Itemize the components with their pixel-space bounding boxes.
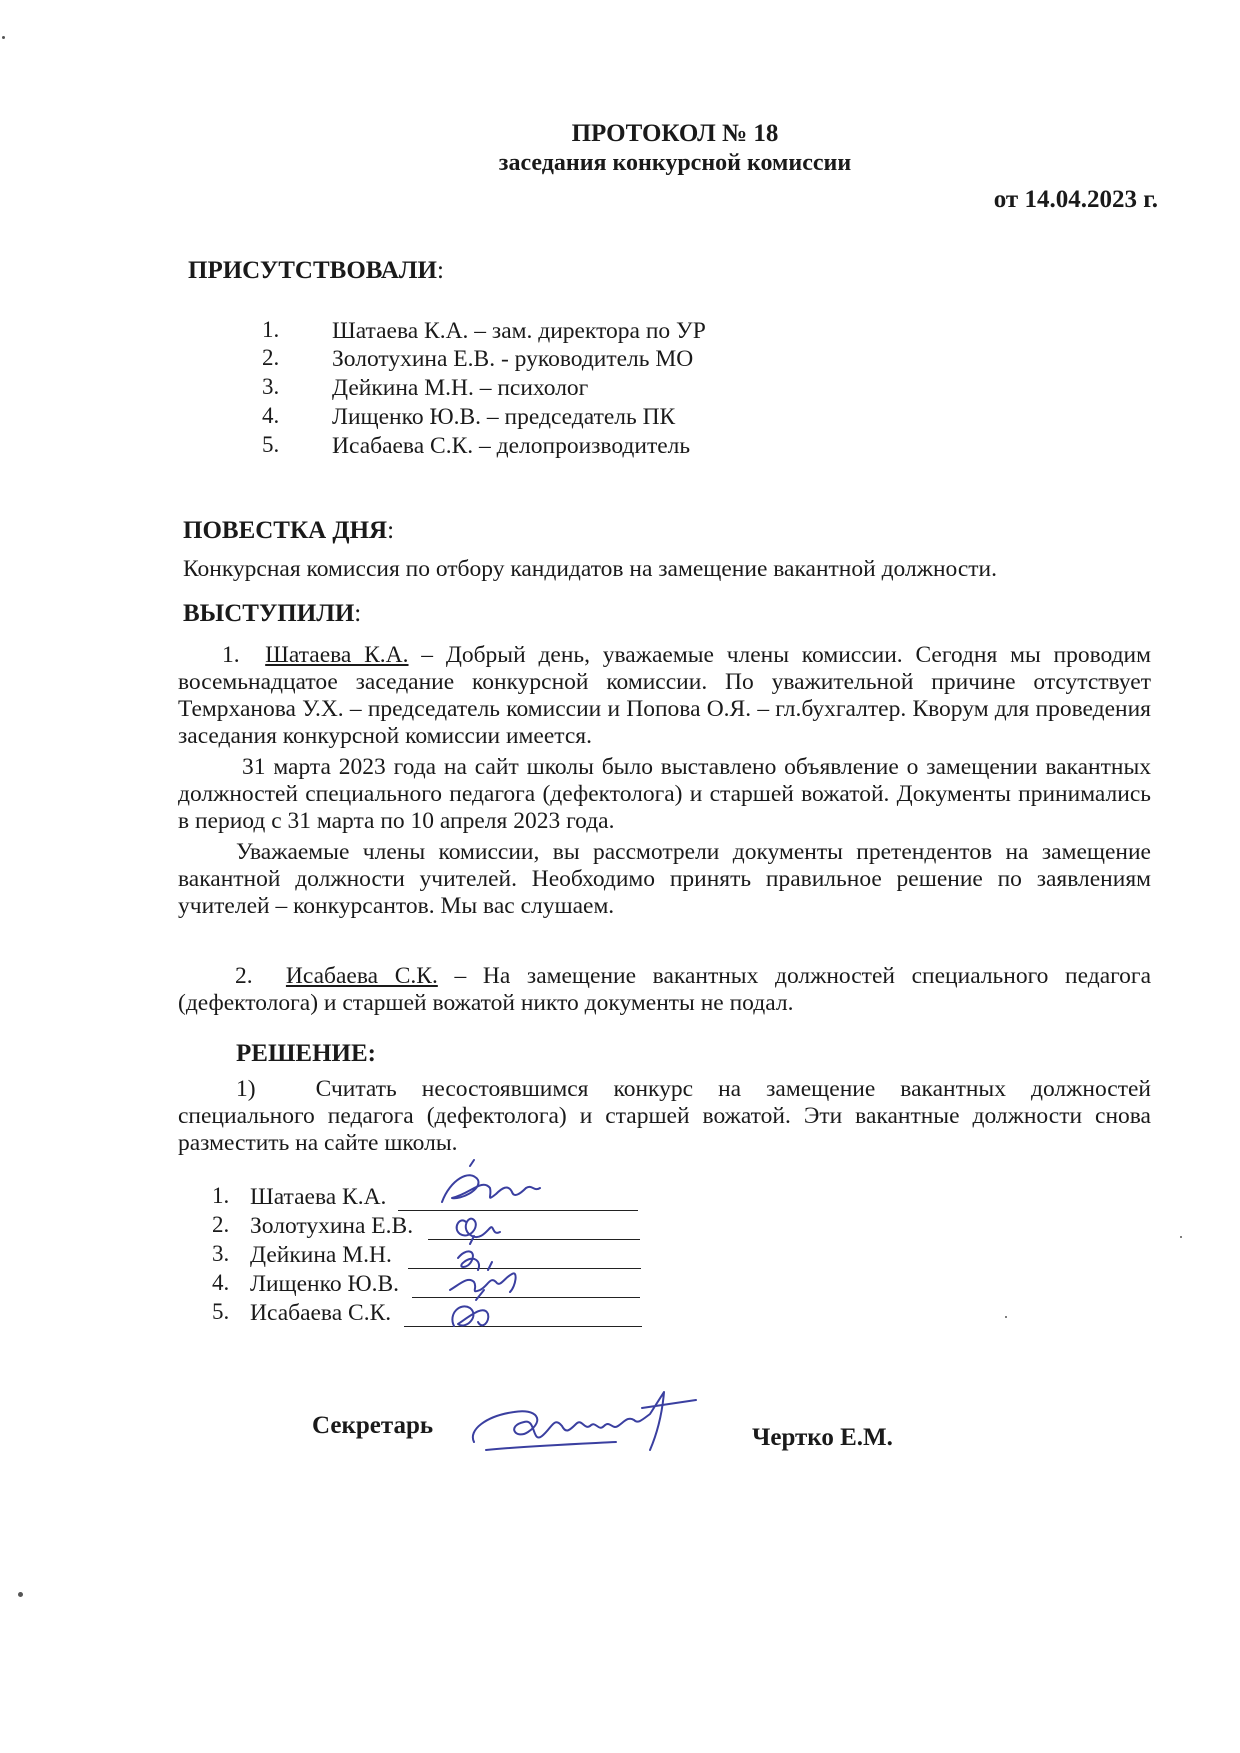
secretary-name: Чертко Е.М.	[752, 1424, 893, 1451]
present-heading-text: ПРИСУТСТВОВАЛИ	[188, 257, 437, 284]
speaker-2-paragraph	[178, 963, 1151, 1017]
scan-speck	[18, 1592, 23, 1597]
present-item-number: 4.	[262, 403, 280, 428]
speaker-2-number: 2.	[235, 963, 253, 989]
scan-speck	[1180, 1236, 1182, 1238]
signature-number: 4.	[212, 1270, 230, 1295]
present-heading: ПРИСУТСТВОВАЛИ:	[188, 257, 444, 284]
document-subtitle: заседания конкурсной комиссии	[498, 150, 852, 176]
signature-number: 2.	[212, 1212, 230, 1237]
document-title: ПРОТОКОЛ № 18	[571, 120, 779, 147]
decision-block	[178, 1076, 1151, 1157]
decision-heading: РЕШЕНИЕ:	[236, 1040, 376, 1067]
speaker-1-paragraph	[178, 642, 1151, 750]
speaker-1-paragraph-3: Уважаемые члены комиссии, вы рассмотрели документы претендентов на замещение вакантной должности учителей. Необходимо принять правильное решение по заявлениям учителей – конкурсантов. Мы вас слушаем.	[178, 839, 1151, 919]
present-item-number: 2.	[262, 345, 280, 370]
speaker-1-paragraph-2: 31 марта 2023 года на сайт школы было выставлено объявление о замещении вакантных должностей специального педагога (дефектолога) и старшей вожатой. Документы принимались в период с 31 марта по 10 апреля 2023 года.	[178, 754, 1151, 834]
speaker-1-name: Шатаева К.А.	[265, 642, 409, 668]
agenda-text: Конкурсная комиссия по отбору кандидатов на замещение вакантной должности.	[183, 556, 998, 582]
present-item-number: 1.	[262, 317, 280, 342]
agenda-heading-text: ПОВЕСТКА ДНЯ	[183, 517, 388, 544]
handwritten-signatures	[430, 1158, 570, 1338]
scan-speck	[2, 36, 5, 39]
agenda-heading: ПОВЕСТКА ДНЯ:	[183, 517, 395, 544]
speaker-2-name: Исабаева С.К.	[285, 963, 438, 989]
present-item-text: Шатаева К.А. – зам. директора по УР	[332, 318, 706, 344]
signature-name: Исабаева С.К.	[250, 1300, 392, 1326]
signature-name: Шатаева К.А.	[250, 1184, 387, 1210]
decision-paragraph	[178, 1076, 1151, 1157]
present-item-text: Исабаева С.К. – делопроизводитель	[332, 433, 691, 459]
present-item-number: 3.	[262, 374, 280, 399]
secretary-signature	[466, 1386, 726, 1460]
speaker-1-number: 1.	[222, 642, 240, 668]
signature-name: Золотухина Е.В.	[250, 1213, 414, 1239]
document-date: от 14.04.2023 г.	[993, 186, 1158, 213]
speaker-2-text: – На замещение вакантных должностей специального педагога (дефектолога) и старшей вожатой никто документы не подал.	[178, 963, 1152, 1016]
signature-name: Лищенко Ю.В.	[250, 1271, 400, 1297]
present-item-text: Лищенко Ю.В. – председатель ПК	[332, 404, 676, 430]
secretary-label: Секретарь	[312, 1412, 434, 1439]
speaker-1-text: – Добрый день, уважаемые члены комиссии. Сегодня мы проводим восемьнадцатое заседание конкурсной комиссии. По уважительной причине отсутствует Темрханова У.Х. – председатель комиссии и Попова О.Я. – гл.бухгалтер. Кворум для проведения заседания конкурсной комиссии имеется.	[178, 642, 1151, 749]
speaker-1-block	[178, 642, 1151, 920]
scan-speck	[1005, 1316, 1007, 1318]
signature-number: 5.	[212, 1299, 230, 1324]
speakers-heading-text: ВЫСТУПИЛИ	[183, 600, 355, 627]
speaker-2-block	[178, 963, 1151, 1017]
present-item-number: 5.	[262, 432, 280, 457]
present-item-text: Дейкина М.Н. – психолог	[332, 375, 589, 401]
signature-name: Дейкина М.Н.	[250, 1242, 392, 1268]
decision-number: 1)	[236, 1076, 256, 1102]
signature-number: 1.	[212, 1183, 230, 1208]
signature-number: 3.	[212, 1241, 230, 1266]
speakers-heading: ВЫСТУПИЛИ:	[183, 600, 362, 627]
present-item-text: Золотухина Е.В. - руководитель МО	[332, 346, 694, 372]
decision-text: Считать несостоявшимся конкурс на замещение вакантных должностей специального педагога (дефектолога) и старшей вожатой. Эти вакантные должности снова разместить на сайте школы.	[178, 1076, 1151, 1156]
